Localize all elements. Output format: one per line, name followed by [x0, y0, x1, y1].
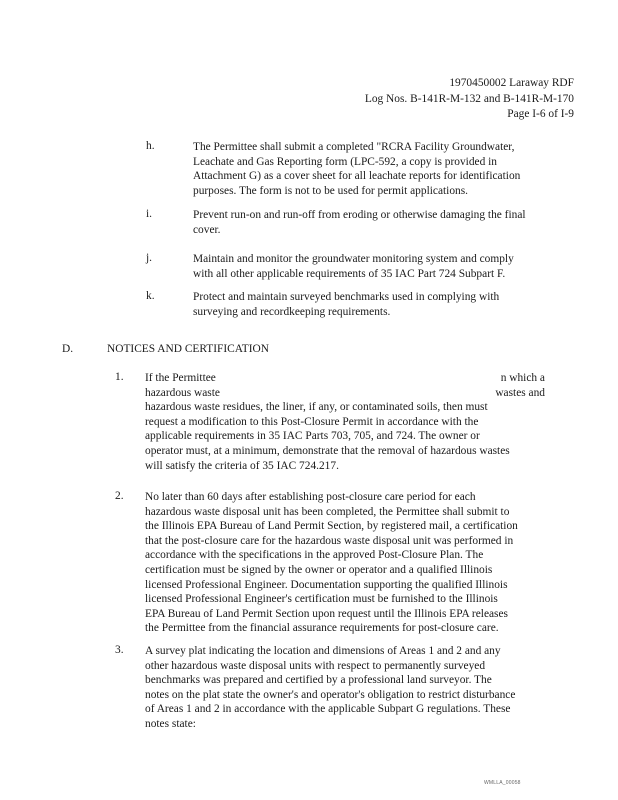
text-line: licensed Professional Engineer's certification must be furnished to the Illinois — [145, 593, 498, 606]
text-line: applicable requirements in 35 IAC Parts 703, 705, and 724. The owner or — [145, 430, 480, 443]
text-line: request a modification to this Post-Closure Permit in accordance with the — [145, 415, 479, 428]
text-line: Prevent run-on and run-off from eroding or otherwise damaging the final — [193, 209, 526, 221]
item-1-fragment: n which a — [500, 372, 545, 384]
item-3-label: 3. — [115, 644, 124, 656]
bates-stamp: WMLLA_00058 — [484, 780, 521, 786]
text-line: licensed Professional Engineer. Documentation supporting the qualified Illinois — [145, 578, 508, 591]
text-line: The Permittee shall submit a completed "RCRA Facility Groundwater, — [193, 141, 515, 153]
item-2-paragraph — [145, 490, 518, 636]
text-line: accordance with the specifications in the approved Post-Closure Plan. The — [145, 549, 484, 562]
text-line: notes state: — [145, 717, 196, 730]
text-line: of Areas 1 and 2 in accordance with the applicable Subpart G regulations. These — [145, 703, 511, 716]
item-1-fragment: hazardous waste — [145, 386, 220, 399]
text-line: A survey plat indicating the location and dimensions of Areas 1 and 2 and any — [145, 645, 501, 657]
item-1-label: 1. — [115, 371, 124, 383]
text-line: Attachment G) as a cover sheet for all leachate reports for identification — [193, 170, 521, 183]
text-line: with all other applicable requirements of 35 IAC Part 724 Subpart F. — [193, 267, 506, 280]
text-line: Maintain and monitor the groundwater monitoring system and comply — [193, 253, 514, 265]
text-line: hazardous waste disposal unit has been completed, the Permittee shall submit to — [145, 505, 510, 518]
text-line: purposes. The form is not to be used for permit applications. — [193, 184, 469, 197]
text-line: the Permittee from the financial assurance requirements for post-closure care. — [145, 622, 499, 635]
item-1-paragraph — [145, 371, 545, 473]
text-line: benchmarks was prepared and certified by a professional land surveyor. The — [145, 674, 492, 687]
section-title: NOTICES AND CERTIFICATION — [107, 343, 269, 355]
text-line: cover. — [193, 223, 221, 236]
text-line: hazardous waste residues, the liner, if any, or contaminated soils, then must — [145, 401, 488, 414]
text-line: EPA Bureau of Land Permit Section upon request until the Illinois EPA releases — [145, 607, 508, 620]
document-header — [365, 76, 574, 123]
condition-paragraph — [193, 290, 499, 319]
header-log-numbers: Log Nos. B-141R-M-132 and B-141R-M-170 — [364, 92, 574, 105]
item-2-label: 2. — [115, 490, 124, 502]
text-line: certification must be signed by the owner or operator and a qualified Illinois — [145, 563, 493, 576]
text-line: No later than 60 days after establishing post-closure care period for each — [145, 491, 476, 503]
text-line: notes on the plat state the owner's and operator's obligation to restrict disturbance — [145, 688, 516, 701]
text-line: that the post-closure care for the hazardous waste disposal unit was performed in — [145, 534, 514, 547]
condition-paragraph — [193, 208, 526, 237]
section-label: D. — [62, 343, 74, 355]
condition-label: k. — [146, 290, 155, 302]
condition-label: j. — [146, 252, 153, 264]
item-3-paragraph — [145, 644, 515, 732]
condition-paragraph — [193, 140, 520, 198]
text-line: will satisfy the criteria of 35 IAC 724.217. — [145, 459, 339, 472]
text-line: other hazardous waste disposal units with respect to permanently surveyed — [145, 659, 486, 672]
text-line: Leachate and Gas Reporting form (LPC-592, a copy is provided in — [193, 155, 497, 168]
text-line: Protect and maintain surveyed benchmarks used in complying with — [193, 291, 500, 303]
header-page-number: Page I-6 of I-9 — [507, 108, 574, 120]
condition-label: i. — [146, 208, 153, 220]
header-facility-id: 1970450002 Laraway RDF — [449, 77, 574, 89]
text-line: the Illinois EPA Bureau of Land Permit Section, by registered mail, a certification — [145, 520, 518, 533]
item-1-fragment: If the Permittee — [145, 372, 216, 384]
text-line: operator must, at a minimum, demonstrate that the removal of hazardous wastes — [145, 444, 510, 457]
condition-paragraph — [193, 252, 514, 281]
condition-label: h. — [146, 140, 155, 152]
item-1-fragment: wastes and — [495, 386, 545, 399]
text-line: surveying and recordkeeping requirements. — [193, 305, 391, 318]
